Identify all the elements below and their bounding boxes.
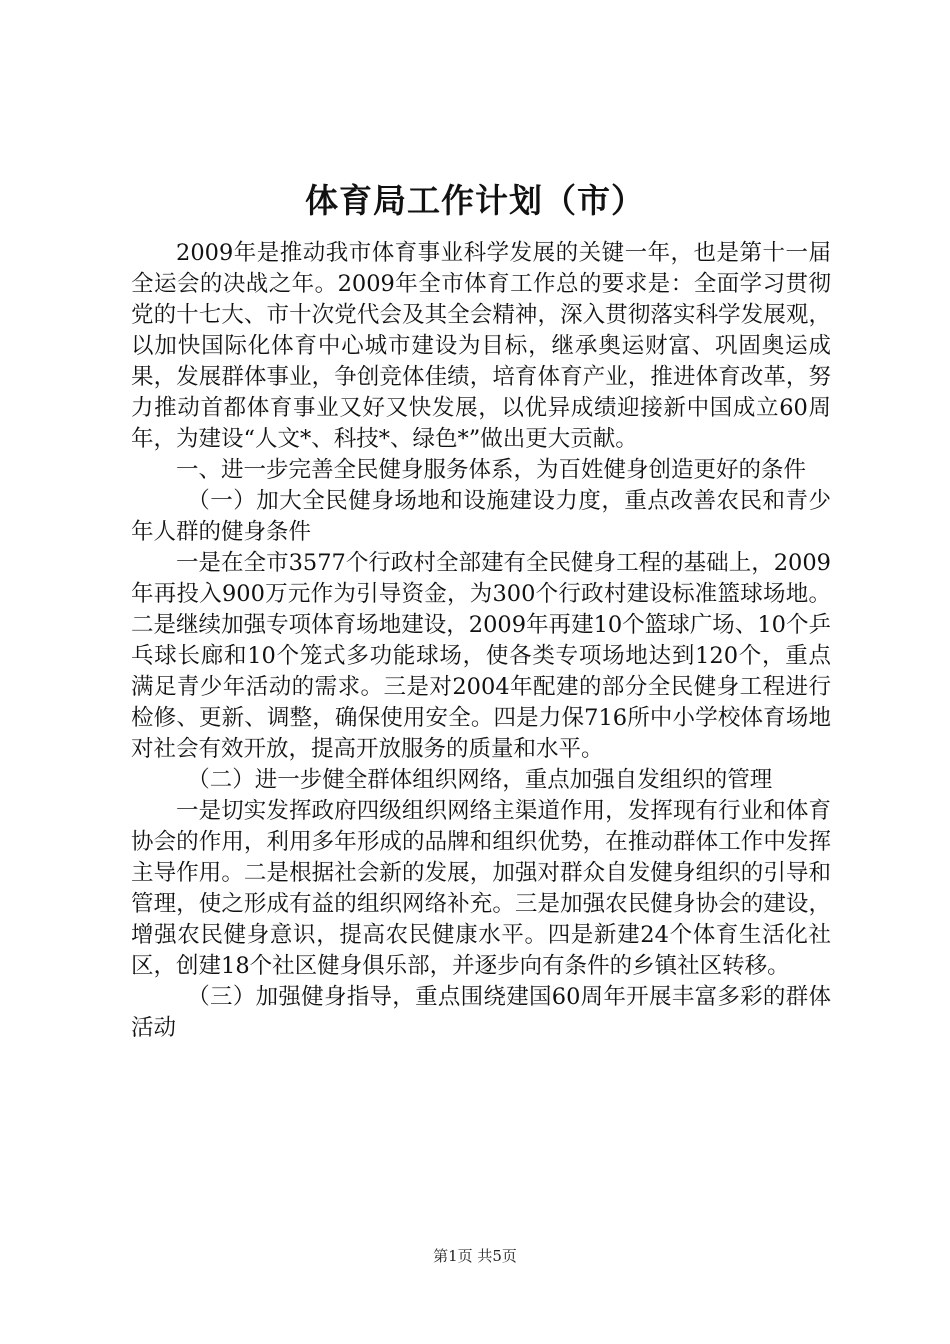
paragraph-intro: 2009年是推动我市体育事业科学发展的关键一年，也是第十一届全运会的决战之年。2009年全市体育工作总的要求是：全面学习贯彻党的十七大、市十次党代会及其全会精神，深入贯彻落实科学发展观，以加快国际化体育中心城市建设为目标，继承奥运财富、巩固奥运成果，发展群体事业，争创竞体佳绩，培育体育产业，推进体育改革，努力推动首都体育事业又好又快发展，以优异成绩迎接新中国成立60周年，为建设“人文*、科技*、绿色*”做出更大贡献。 — [131, 240, 831, 452]
document-body — [131, 238, 831, 1044]
subsection-heading-2: （二）进一步健全群体组织网络，重点加强自发组织的管理 — [187, 767, 773, 793]
page-footer: 第1页 共5页 — [433, 1247, 517, 1265]
section-heading-1: 一、进一步完善全民健身服务体系，为百姓健身创造更好的条件 — [176, 457, 807, 483]
subsection-heading-3: （三）加强健身指导，重点围绕建国60周年开展丰富多彩的群体活动 — [131, 984, 831, 1041]
subsection-heading-1: （一）加大全民健身场地和设施建设力度，重点改善农民和青少年人群的健身条件 — [131, 488, 831, 545]
paragraph-facilities: 一是在全市3577个行政村全部建有全民健身工程的基础上，2009年再投入900万元作为引导资金，为300个行政村建设标准篮球场地。二是继续加强专项体育场地建设，2009年再建10个篮球广场、10个乒乓球长廊和10个笼式多功能球场，使各类专项场地达到120个，重点满足青少年活动的需求。三是对2004年配建的部分全民健身工程进行检修、更新、调整，确保使用安全。四是力保716所中小学校体育场地对社会有效开放，提高开放服务的质量和水平。 — [131, 550, 831, 762]
document-title: 体育局工作计划（市） — [305, 181, 645, 220]
paragraph-organization: 一是切实发挥政府四级组织网络主渠道作用，发挥现有行业和体育协会的作用，利用多年形成的品牌和组织优势，在推动群体工作中发挥主导作用。二是根据社会新的发展，加强对群众自发健身组织的引导和管理，使之形成有益的组织网络补充。三是加强农民健身协会的建设，增强农民健身意识，提高农民健康水平。四是新建24个体育生活化社区，创建18个社区健身俱乐部，并逐步向有条件的乡镇社区转移。 — [131, 798, 831, 979]
